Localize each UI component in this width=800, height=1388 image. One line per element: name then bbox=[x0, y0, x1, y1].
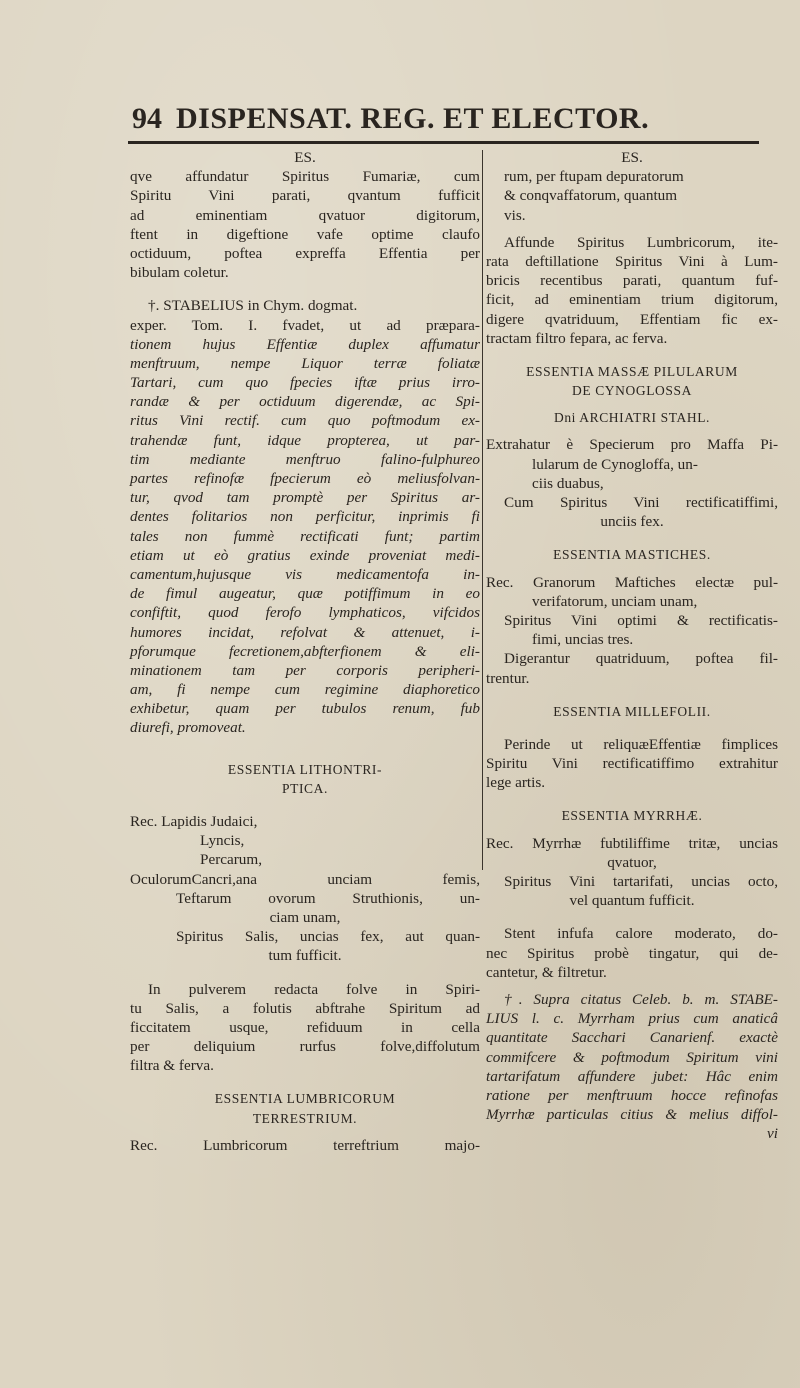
text-line: commifcere & poftmodum Spiritum vini bbox=[486, 1048, 778, 1066]
text-line: etiam ut eò gratius exinde proveniat medi- bbox=[130, 546, 480, 564]
spacer bbox=[486, 225, 778, 233]
spacer bbox=[486, 826, 778, 834]
spacer bbox=[130, 1128, 480, 1136]
text-line: Lyncis, bbox=[200, 832, 245, 850]
text-line: Teftarum ovorum Struthionis, un- bbox=[176, 889, 480, 907]
spacer bbox=[486, 721, 778, 735]
text-line: vi bbox=[767, 1125, 778, 1143]
text-line: ficit, ad eminentiam trium digitorum, bbox=[486, 291, 778, 309]
section-heading: ESSENTIA MYRRHÆ. bbox=[561, 808, 703, 824]
spacer bbox=[130, 282, 480, 296]
text-line: am, fi nempe cum regimine diaphoretico bbox=[130, 681, 480, 699]
text-line: Spiritu Vini parati, qvantum fufficit bbox=[130, 187, 480, 205]
spacer bbox=[486, 688, 778, 702]
right-column bbox=[486, 148, 778, 1143]
text-line: lularum de Cynogloffa, un- bbox=[532, 455, 698, 473]
text-line: humores incidat, refolvat & attenuet, i- bbox=[130, 623, 480, 641]
spacer bbox=[486, 910, 778, 924]
text-line: Affunde Spiritus Lumbricorum, ite- bbox=[504, 233, 778, 251]
text-line: digere qvatriduum, Effentiam fic ex- bbox=[486, 310, 778, 328]
text-line: Extrahatur è Specierum pro Maffa Pi- bbox=[486, 436, 778, 454]
text-line: ficcitatem usque, refiduum in cella bbox=[130, 1018, 480, 1036]
page-header bbox=[130, 98, 760, 144]
section-heading: ESSENTIA MILLEFOLII. bbox=[553, 703, 711, 719]
spacer bbox=[486, 427, 778, 435]
text-line: filtra & ferva. bbox=[130, 1057, 214, 1075]
text-line: bibulam coletur. bbox=[130, 264, 229, 282]
section-heading: TERRESTRIUM. bbox=[252, 1110, 358, 1126]
text-line: ES. bbox=[294, 149, 316, 166]
text-line: menftruum, nempe Liquor terræ foliatæ bbox=[130, 354, 480, 372]
text-line: vis. bbox=[504, 206, 526, 224]
text-line: Percarum, bbox=[200, 851, 262, 869]
spacer bbox=[486, 792, 778, 806]
text-line: lege artis. bbox=[486, 774, 546, 792]
text-line: ritus Vini rectif. cum quo poftmodum ex- bbox=[130, 412, 480, 430]
text-line: partes refinofæ fpecierum eò meliusfolvan- bbox=[130, 470, 480, 487]
text-line: Perinde ut reliquæEffentiæ fimplices bbox=[504, 735, 778, 753]
text-line: tim mediante menftruo falino-fulphureo bbox=[130, 450, 480, 468]
text-line: †. STABELIUS in Chym. dogmat. bbox=[148, 297, 358, 315]
text-line: qve affundatur Spiritus Fumariæ, cum bbox=[130, 168, 480, 186]
page-number: 94 bbox=[132, 102, 162, 135]
text-line: OculorumCancri,ana unciam femis, bbox=[130, 870, 480, 888]
text-line: octiduum, poftea expreffa Effentia per bbox=[130, 244, 480, 262]
text-line: Spiritu Vini rectificatiffimo extrahitur bbox=[486, 755, 778, 773]
text-line: fimi, uncias tres. bbox=[532, 631, 634, 649]
column-divider bbox=[482, 150, 483, 870]
text-line: nec Spiritus probè tingatur, qui de- bbox=[486, 944, 778, 962]
text-line: ftent in digeftione vafe optime claufo bbox=[130, 225, 480, 243]
text-line: Rec. Lapidis Judaici, bbox=[130, 813, 258, 830]
text-line: exper. Tom. I. fvadet, ut ad præpara- bbox=[130, 316, 480, 334]
spacer bbox=[486, 400, 778, 408]
text-line: Rec. Lumbricorum terreftrium majo- bbox=[130, 1136, 480, 1154]
spacer bbox=[130, 738, 480, 752]
text-line: Spiritus Salis, uncias fex, aut quan- bbox=[176, 928, 480, 946]
text-line: †. Supra citatus Celeb. b. m. STABE- bbox=[504, 990, 778, 1008]
text-line: Rec. Granorum Maftiches electæ pul- bbox=[486, 573, 778, 591]
text-line: trentur. bbox=[486, 669, 530, 687]
left-column bbox=[130, 148, 480, 1155]
spacer bbox=[130, 798, 480, 812]
running-title: DISPENSAT. REG. ET ELECTOR. bbox=[176, 102, 650, 135]
text-line: Tartari, cum quo fpecies iftæ prius irro- bbox=[130, 374, 480, 392]
spacer bbox=[486, 565, 778, 573]
section-heading: DE CYNOGLOSSA bbox=[572, 383, 692, 399]
text-line: qvatuor, bbox=[607, 853, 657, 871]
text-line: rata deftillatione Spiritus Vini à Lum- bbox=[486, 252, 778, 270]
section-heading: ESSENTIA LITHONTRI- bbox=[227, 761, 383, 777]
text-line: tur, qvod tam promptè per Spiritus ar- bbox=[130, 489, 480, 507]
text-line: ad eminentiam qvatuor digitorum, bbox=[130, 206, 480, 224]
spacer bbox=[130, 966, 480, 980]
text-line: Stent infufa calore moderato, do- bbox=[504, 925, 778, 943]
text-line: Spiritus Vini optimi & rectificatis- bbox=[504, 611, 778, 629]
text-line: unciis fex. bbox=[600, 513, 664, 531]
header-rule bbox=[128, 141, 759, 144]
section-heading: Dni ARCHIATRI STAHL. bbox=[553, 410, 711, 426]
text-line: pforumque fecretionem,abfterfionem & eli- bbox=[130, 642, 480, 660]
spacer bbox=[486, 982, 778, 990]
text-line: Myrrhæ particulas citius & melius diffol- bbox=[486, 1106, 778, 1124]
text-line: rum, per ftupam depuratorum bbox=[504, 168, 684, 186]
text-line: trahendæ funt, idque propterea, ut par- bbox=[130, 431, 480, 449]
spacer bbox=[130, 752, 480, 760]
text-line: exhibetur, quam per tubulos renum, fub bbox=[130, 700, 480, 718]
text-line: tractam filtro fepara, ac ferva. bbox=[486, 329, 668, 347]
text-line: tionem hujus Effentiæ duplex affumatur bbox=[130, 335, 480, 353]
text-line: ciis duabus, bbox=[532, 474, 604, 492]
text-line: ratione per menftruum hocce refinofas bbox=[486, 1086, 778, 1104]
text-line: verifatorum, unciam unam, bbox=[532, 592, 698, 610]
text-line: per deliquium rurfus folve,diffolutum bbox=[130, 1038, 480, 1056]
text-line: tales non fummè rectificati funt; partim bbox=[130, 527, 480, 545]
text-line: & conqvaffatorum, quantum bbox=[504, 187, 678, 205]
spacer bbox=[486, 531, 778, 545]
text-line: tartarifatum affundere jubet: Hâc enim bbox=[486, 1067, 778, 1085]
spacer bbox=[130, 1075, 480, 1089]
text-line: randæ & per octiduum digerendæ, ac Spi- bbox=[130, 393, 480, 411]
section-heading: ESSENTIA MASTICHES. bbox=[553, 547, 711, 563]
section-heading: PTICA. bbox=[282, 780, 328, 796]
text-line: camentum,hujusque vis medicamentofa in- bbox=[130, 565, 480, 583]
section-heading: ESSENTIA MASSÆ PILULARUM bbox=[526, 363, 738, 379]
text-line: bricis recentibus parati, quantum fuf- bbox=[486, 272, 778, 290]
spacer bbox=[486, 348, 778, 362]
text-line: Digerantur quatriduum, poftea fil- bbox=[504, 650, 778, 668]
text-line: tum fufficit. bbox=[268, 947, 342, 965]
text-line: Cum Spiritus Vini rectificatiffimi, bbox=[504, 494, 778, 511]
text-line: confiftit, quod ferofo lymphaticos, vifcidos bbox=[130, 604, 480, 622]
text-line: dentes folitarios non perficitur, inprimis fi bbox=[130, 508, 480, 526]
text-line: Spiritus Vini tartarifati, uncias octo, bbox=[504, 873, 778, 890]
text-line: cantetur, & filtretur. bbox=[486, 963, 607, 981]
text-line: diurefi, promoveat. bbox=[130, 719, 246, 737]
text-line: tu Salis, a folutis abftrahe Spiritum ad bbox=[130, 999, 480, 1017]
text-line: de fimul augeatur, quæ potiffimum in eo bbox=[130, 585, 480, 603]
section-heading: ESSENTIA LUMBRICORUM bbox=[214, 1091, 396, 1107]
text-line: ciam unam, bbox=[269, 908, 341, 926]
text-line: minationem tam per corporis peripheri- bbox=[130, 661, 480, 679]
text-line: quantitate Sacchari Canarienf. exactè bbox=[486, 1029, 778, 1047]
text-line: In pulverem redacta folve in Spiri- bbox=[148, 980, 480, 998]
text-line: Rec. Myrrhæ fubtiliffime tritæ, uncias bbox=[486, 834, 778, 852]
text-line: LIUS l. c. Myrrham prius cum anaticâ bbox=[486, 1010, 778, 1028]
text-line: vel quantum fufficit. bbox=[569, 892, 695, 910]
text-line: ES. bbox=[621, 149, 643, 166]
